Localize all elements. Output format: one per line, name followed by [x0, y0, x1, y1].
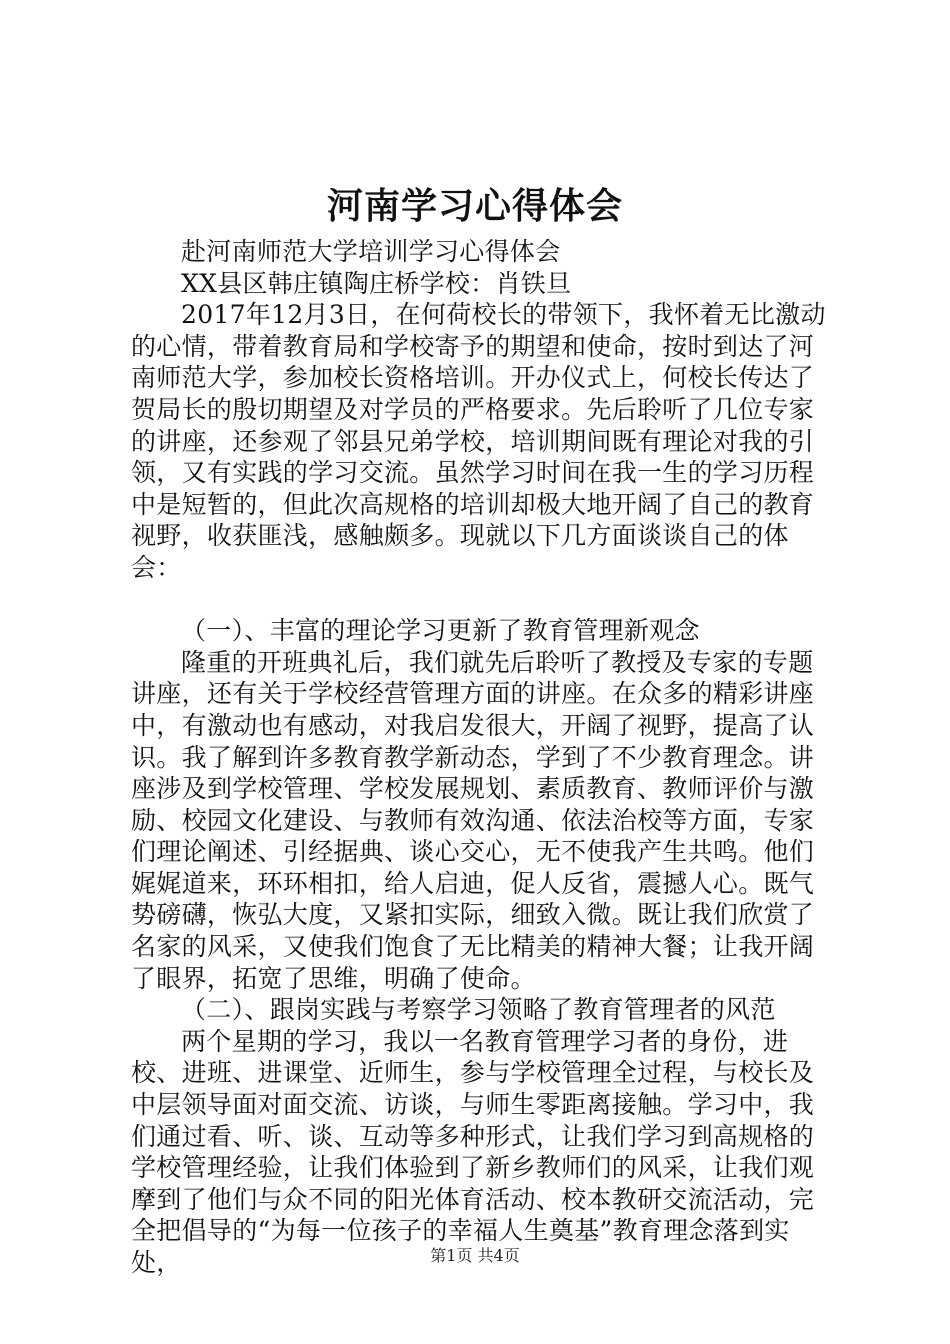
blank-line [131, 584, 831, 616]
document-body [131, 236, 831, 1279]
paragraph-3: 两个星期的学习，我以一名教育管理学习者的身份，进校、进班、进课堂、近师生，参与学校管理全过程，与校长及中层领导面对面交流、访谈，与师生零距离接触。学习中，我们通过看、听、谈、互动等多种形式，让我们学习到高规格的学校管理经验，让我们体验到了新乡教师们的风采，让我们观摩到了他们与众不同的阳光体育活动、校本教研交流活动，完全把倡导的“为每一位孩子的幸福人生奠基”教育理念落到实处， [131, 1026, 815, 1277]
paragraph-2: 隆重的开班典礼后，我们就先后聆听了教授及专家的专题讲座，还有关于学校经营管理方面的讲座。在众多的精彩讲座中，有激动也有感动，对我启发很大，开阔了视野，提高了认识。我了解到许多教育教学新动态，学到了不少教育理念。讲座涉及到学校管理、学校发展规划、素质教育、教师评价与激励、校园文化建设、与教师有效沟通、依法治校等方面，专家们理论阐述、引经据典、谈心交心，无不使我产生共鸣。他们娓娓道来，环环相扣，给人启迪，促人反省，震撼人心。既气势磅礴，恢弘大度，又紧扣实际，细致入微。既让我们欣赏了名家的风采，又使我们饱食了无比精美的精神大餐；让我开阔了眼界，拓宽了思维，明确了使命。 [131, 647, 815, 993]
page-indicator: 第1页 共4页 [430, 1246, 520, 1265]
section-1-heading: （一）、丰富的理论学习更新了教育管理新观念 [181, 616, 700, 646]
paragraph-1: 2017年12月3日，在何荷校长的带领下，我怀着无比激动的心情，带着教育局和学校寄予的期望和使命，按时到达了河南师范大学，参加校长资格培训。开办仪式上，何校长传达了贺局长的殷切期望及对学员的严格要求。先后聆听了几位专家的讲座，还参观了邻县兄弟学校，培训期间既有理论对我的引领，又有实践的学习交流。虽然学习时间在我一生的学习历程中是短暂的，但此次高规格的培训却极大地开阔了自己的教育视野，收获匪浅，感触颇多。现就以下几方面谈谈自己的体会： [131, 300, 826, 582]
document-title: 河南学习心得体会 [326, 186, 623, 227]
section-2-heading: （二）、跟岗实践与考察学习领略了教育管理者的风范 [181, 995, 776, 1025]
document-subtitle: 赴河南师范大学培训学习心得体会 [181, 237, 561, 266]
author-line: XX县区韩庄镇陶庄桥学校：肖铁旦 [181, 268, 572, 298]
